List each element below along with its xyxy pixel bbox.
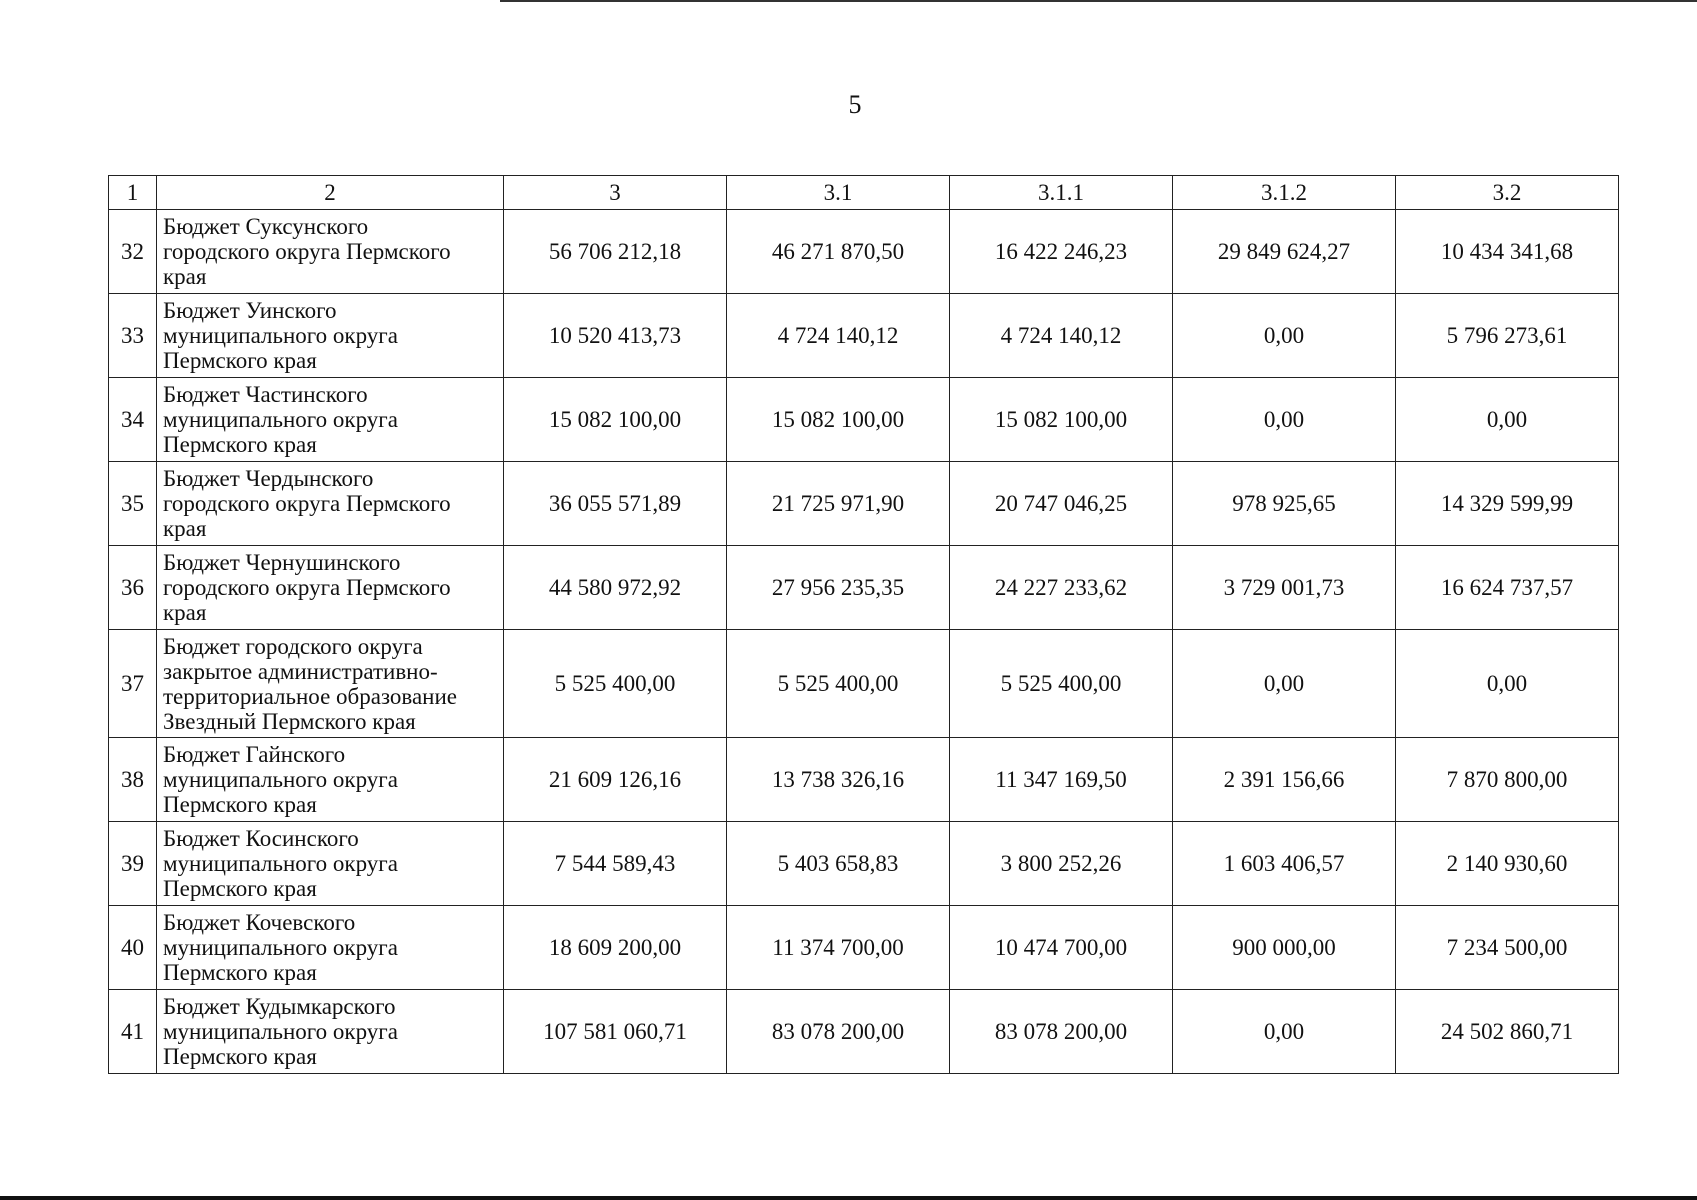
amount-cell: 0,00 [1173,294,1396,378]
budget-name-line: муниципального округа [163,1019,398,1044]
budget-name-cell [157,294,504,378]
amount-cell: 7 870 800,00 [1396,738,1619,822]
row-number-cell: 38 [109,738,157,822]
amount-cell: 13 738 326,16 [727,738,950,822]
amount-cell: 5 525 400,00 [727,630,950,738]
budget-name-line: Бюджет Гайнского [163,742,346,767]
budget-name-cell [157,378,504,462]
amount-cell: 5 403 658,83 [727,822,950,906]
budget-name-line: Бюджет Кудымкарского [163,994,396,1019]
table-header-row [109,176,1619,210]
amount-cell: 83 078 200,00 [950,990,1173,1074]
amount-cell: 5 525 400,00 [504,630,727,738]
amount-cell: 0,00 [1396,630,1619,738]
table-row [109,906,1619,990]
header-cell: 3.1 [727,176,950,210]
amount-cell: 14 329 599,99 [1396,462,1619,546]
row-number-cell: 32 [109,210,157,294]
table-row [109,294,1619,378]
table-row [109,546,1619,630]
amount-cell: 11 374 700,00 [727,906,950,990]
budget-name-line: городского округа Пермского [163,239,451,264]
budget-name-line: Пермского края [163,876,317,901]
amount-cell: 4 724 140,12 [950,294,1173,378]
budget-name-line: закрытое административно- [163,658,438,684]
amount-cell: 7 544 589,43 [504,822,727,906]
budget-table [108,175,1619,1074]
table-body [109,176,1619,1074]
budget-name-cell [157,546,504,630]
table-row [109,738,1619,822]
amount-cell: 56 706 212,18 [504,210,727,294]
amount-cell: 15 082 100,00 [727,378,950,462]
budget-name-line: муниципального округа [163,767,398,792]
budget-name-line: Бюджет Уинского [163,298,337,323]
table-row [109,462,1619,546]
budget-name-line: Пермского края [163,960,317,985]
budget-name-line: муниципального округа [163,935,398,960]
table-row [109,378,1619,462]
amount-cell: 0,00 [1173,378,1396,462]
scan-border-top [500,0,1697,2]
amount-cell: 2 140 930,60 [1396,822,1619,906]
amount-cell: 83 078 200,00 [727,990,950,1074]
amount-cell: 20 747 046,25 [950,462,1173,546]
table-row [109,210,1619,294]
amount-cell: 15 082 100,00 [950,378,1173,462]
budget-name-cell [157,906,504,990]
amount-cell: 3 800 252,26 [950,822,1173,906]
budget-name-line: Бюджет городского округа [163,633,423,659]
amount-cell: 29 849 624,27 [1173,210,1396,294]
budget-name-line: края [163,600,207,625]
row-number-cell: 39 [109,822,157,906]
header-cell: 3 [504,176,727,210]
amount-cell: 2 391 156,66 [1173,738,1396,822]
budget-name-cell [157,990,504,1074]
amount-cell: 10 520 413,73 [504,294,727,378]
amount-cell: 1 603 406,57 [1173,822,1396,906]
budget-name-line: Бюджет Частинского [163,382,368,407]
amount-cell: 27 956 235,35 [727,546,950,630]
amount-cell: 21 609 126,16 [504,738,727,822]
budget-name-line: муниципального округа [163,851,398,876]
amount-cell: 0,00 [1173,630,1396,738]
budget-name-line: Бюджет Суксунского [163,214,369,239]
scan-border-bottom [0,1196,1697,1200]
amount-cell: 24 227 233,62 [950,546,1173,630]
row-number-cell: 33 [109,294,157,378]
budget-name-line: муниципального округа [163,323,398,348]
amount-cell: 978 925,65 [1173,462,1396,546]
budget-name-line: муниципального округа [163,407,398,432]
amount-cell: 16 422 246,23 [950,210,1173,294]
budget-name-line: Пермского края [163,348,317,373]
amount-cell: 5 525 400,00 [950,630,1173,738]
budget-name-line: Пермского края [163,1044,317,1069]
amount-cell: 107 581 060,71 [504,990,727,1074]
header-cell: 3.1.1 [950,176,1173,210]
row-number-cell: 41 [109,990,157,1074]
budget-name-cell [157,630,504,738]
budget-name-cell [157,822,504,906]
amount-cell: 900 000,00 [1173,906,1396,990]
amount-cell: 36 055 571,89 [504,462,727,546]
budget-name-line: Бюджет Кочевского [163,910,356,935]
row-number-cell: 34 [109,378,157,462]
budget-name-cell [157,210,504,294]
header-cell: 3.1.2 [1173,176,1396,210]
amount-cell: 5 796 273,61 [1396,294,1619,378]
amount-cell: 24 502 860,71 [1396,990,1619,1074]
amount-cell: 44 580 972,92 [504,546,727,630]
amount-cell: 0,00 [1396,378,1619,462]
table-row [109,630,1619,738]
row-number-cell: 36 [109,546,157,630]
table-row [109,822,1619,906]
amount-cell: 3 729 001,73 [1173,546,1396,630]
amount-cell: 11 347 169,50 [950,738,1173,822]
budget-name-line: Пермского края [163,792,317,817]
amount-cell: 0,00 [1173,990,1396,1074]
budget-name-line: городского округа Пермского [163,575,451,600]
budget-name-cell [157,738,504,822]
budget-name-line: края [163,516,207,541]
header-cell: 3.2 [1396,176,1619,210]
budget-name-line: Бюджет Чердынского [163,466,374,491]
budget-name-line: территориальное образование [163,683,458,709]
amount-cell: 7 234 500,00 [1396,906,1619,990]
budget-name-line: городского округа Пермского [163,491,451,516]
amount-cell: 21 725 971,90 [727,462,950,546]
budget-name-line: Пермского края [163,432,317,457]
page-number: 5 [848,90,862,119]
row-number-cell: 40 [109,906,157,990]
budget-name-line: Бюджет Косинского [163,826,359,851]
amount-cell: 46 271 870,50 [727,210,950,294]
header-cell: 2 [157,176,504,210]
amount-cell: 10 434 341,68 [1396,210,1619,294]
budget-name-line: края [163,264,207,289]
amount-cell: 15 082 100,00 [504,378,727,462]
amount-cell: 18 609 200,00 [504,906,727,990]
amount-cell: 10 474 700,00 [950,906,1173,990]
budget-name-line: Бюджет Чернушинского [163,550,401,575]
table-row [109,990,1619,1074]
header-cell: 1 [109,176,157,210]
budget-name-line: Звездный Пермского края [163,708,416,734]
row-number-cell: 35 [109,462,157,546]
amount-cell: 16 624 737,57 [1396,546,1619,630]
amount-cell: 4 724 140,12 [727,294,950,378]
row-number-cell: 37 [109,630,157,738]
budget-name-cell [157,462,504,546]
